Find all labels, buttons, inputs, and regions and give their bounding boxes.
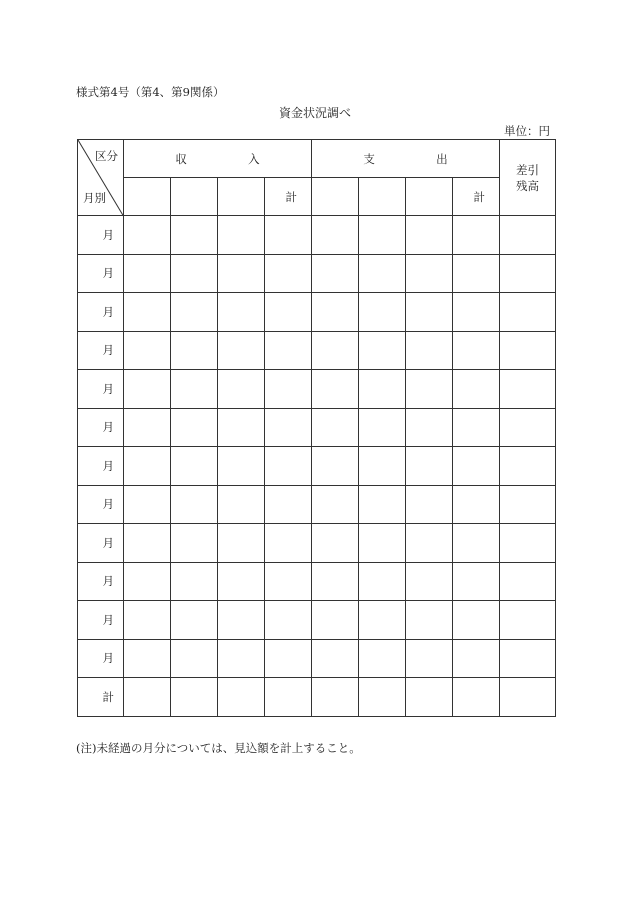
balance-label-line1: 差引 <box>516 162 539 177</box>
blank-entry-cell[interactable] <box>265 408 312 447</box>
blank-entry-cell[interactable] <box>124 524 171 563</box>
blank-entry-cell[interactable] <box>265 678 312 717</box>
blank-entry-cell[interactable] <box>265 562 312 601</box>
blank-entry-cell[interactable] <box>500 331 556 370</box>
blank-entry-cell[interactable] <box>359 331 406 370</box>
blank-entry-cell[interactable] <box>406 524 453 563</box>
blank-entry-cell[interactable] <box>171 293 218 332</box>
month-row <box>78 485 556 524</box>
blank-entry-cell[interactable] <box>359 293 406 332</box>
blank-entry-cell[interactable] <box>171 216 218 255</box>
blank-entry-cell[interactable] <box>500 408 556 447</box>
blank-entry-cell[interactable] <box>265 293 312 332</box>
blank-entry-cell[interactable] <box>500 562 556 601</box>
blank-entry-cell[interactable] <box>453 639 500 678</box>
blank-entry-cell[interactable] <box>265 216 312 255</box>
blank-entry-cell[interactable] <box>171 524 218 563</box>
expense-sub-2 <box>359 178 406 216</box>
row-label: 月 <box>78 447 124 486</box>
blank-entry-cell[interactable] <box>359 216 406 255</box>
blank-entry-cell[interactable] <box>312 331 359 370</box>
blank-entry-cell[interactable] <box>359 254 406 293</box>
blank-entry-cell[interactable] <box>265 524 312 563</box>
blank-entry-cell[interactable] <box>453 562 500 601</box>
blank-entry-cell[interactable] <box>312 216 359 255</box>
month-row <box>78 639 556 678</box>
blank-entry-cell[interactable] <box>218 331 265 370</box>
blank-entry-cell[interactable] <box>218 601 265 640</box>
blank-entry-cell[interactable] <box>171 678 218 717</box>
blank-entry-cell[interactable] <box>406 331 453 370</box>
blank-entry-cell[interactable] <box>124 447 171 486</box>
blank-entry-cell[interactable] <box>453 293 500 332</box>
blank-entry-cell[interactable] <box>218 293 265 332</box>
blank-entry-cell[interactable] <box>124 408 171 447</box>
blank-entry-cell[interactable] <box>218 254 265 293</box>
blank-entry-cell[interactable] <box>453 678 500 717</box>
blank-entry-cell[interactable] <box>359 524 406 563</box>
blank-entry-cell[interactable] <box>406 293 453 332</box>
document-title: 資金状況調べ <box>278 106 351 120</box>
blank-entry-cell[interactable] <box>124 254 171 293</box>
blank-entry-cell[interactable] <box>171 408 218 447</box>
blank-entry-cell[interactable] <box>359 408 406 447</box>
month-row <box>78 524 556 563</box>
income-sub-2 <box>171 178 218 216</box>
blank-entry-cell[interactable] <box>312 370 359 409</box>
blank-entry-cell[interactable] <box>124 331 171 370</box>
row-label: 月 <box>78 639 124 678</box>
expense-subtotal-header: 計 <box>453 178 500 216</box>
month-row <box>78 331 556 370</box>
income-label-right: 入 <box>248 151 260 166</box>
blank-entry-cell[interactable] <box>359 370 406 409</box>
balance-label-line2: 残高 <box>516 178 539 193</box>
blank-entry-cell[interactable] <box>312 254 359 293</box>
blank-entry-cell[interactable] <box>265 447 312 486</box>
expense-header <box>312 140 500 178</box>
blank-entry-cell[interactable] <box>124 293 171 332</box>
blank-entry-cell[interactable] <box>406 254 453 293</box>
blank-entry-cell[interactable] <box>406 485 453 524</box>
blank-entry-cell[interactable] <box>124 562 171 601</box>
blank-entry-cell[interactable] <box>359 601 406 640</box>
blank-entry-cell[interactable] <box>453 485 500 524</box>
expense-label-left: 支 <box>363 151 375 166</box>
blank-entry-cell[interactable] <box>218 370 265 409</box>
blank-entry-cell[interactable] <box>359 678 406 717</box>
blank-entry-cell[interactable] <box>406 639 453 678</box>
blank-entry-cell[interactable] <box>406 216 453 255</box>
blank-entry-cell[interactable] <box>265 601 312 640</box>
blank-entry-cell[interactable] <box>500 370 556 409</box>
blank-entry-cell[interactable] <box>500 254 556 293</box>
blank-entry-cell[interactable] <box>453 447 500 486</box>
row-label: 月 <box>78 601 124 640</box>
row-label: 月 <box>78 562 124 601</box>
blank-entry-cell[interactable] <box>453 408 500 447</box>
month-row <box>78 216 556 255</box>
blank-entry-cell[interactable] <box>359 447 406 486</box>
blank-entry-cell[interactable] <box>453 331 500 370</box>
month-header-label: 月別 <box>83 191 106 205</box>
blank-entry-cell[interactable] <box>453 370 500 409</box>
blank-entry-cell[interactable] <box>312 524 359 563</box>
blank-entry-cell[interactable] <box>406 447 453 486</box>
blank-entry-cell[interactable] <box>124 216 171 255</box>
row-label: 月 <box>78 254 124 293</box>
blank-entry-cell[interactable] <box>312 678 359 717</box>
header-row-1 <box>78 140 556 178</box>
blank-entry-cell[interactable] <box>500 678 556 717</box>
blank-entry-cell[interactable] <box>171 370 218 409</box>
row-label: 月 <box>78 370 124 409</box>
blank-entry-cell[interactable] <box>500 216 556 255</box>
expense-label-right: 出 <box>436 151 448 166</box>
month-row <box>78 293 556 332</box>
blank-entry-cell[interactable] <box>359 562 406 601</box>
blank-entry-cell[interactable] <box>312 562 359 601</box>
total-row <box>78 678 556 717</box>
blank-entry-cell[interactable] <box>124 601 171 640</box>
footnote: (注)未経過の月分については、見込額を計上すること。 <box>76 741 361 755</box>
row-label: 月 <box>78 408 124 447</box>
category-label: 区分 <box>95 149 118 163</box>
blank-entry-cell[interactable] <box>171 485 218 524</box>
blank-entry-cell[interactable] <box>265 331 312 370</box>
blank-entry-cell[interactable] <box>218 485 265 524</box>
blank-entry-cell[interactable] <box>265 254 312 293</box>
blank-entry-cell[interactable] <box>500 639 556 678</box>
blank-entry-cell[interactable] <box>359 639 406 678</box>
month-row <box>78 447 556 486</box>
blank-entry-cell[interactable] <box>218 408 265 447</box>
blank-entry-cell[interactable] <box>453 254 500 293</box>
blank-entry-cell[interactable] <box>453 524 500 563</box>
blank-entry-cell[interactable] <box>265 639 312 678</box>
blank-entry-cell[interactable] <box>124 678 171 717</box>
row-label: 月 <box>78 524 124 563</box>
table-body <box>78 216 556 717</box>
blank-entry-cell[interactable] <box>171 254 218 293</box>
month-row <box>78 562 556 601</box>
month-row <box>78 254 556 293</box>
blank-entry-cell[interactable] <box>406 562 453 601</box>
blank-entry-cell[interactable] <box>171 601 218 640</box>
blank-entry-cell[interactable] <box>171 639 218 678</box>
blank-entry-cell[interactable] <box>453 216 500 255</box>
month-row <box>78 370 556 409</box>
month-row <box>78 408 556 447</box>
blank-entry-cell[interactable] <box>500 293 556 332</box>
balance-header <box>500 140 556 216</box>
income-label-left: 収 <box>175 151 187 166</box>
blank-entry-cell[interactable] <box>218 678 265 717</box>
expense-sub-1 <box>312 178 359 216</box>
expense-sub-3 <box>406 178 453 216</box>
row-label: 月 <box>78 485 124 524</box>
income-sub-3 <box>218 178 265 216</box>
blank-entry-cell[interactable] <box>312 408 359 447</box>
row-label: 月 <box>78 331 124 370</box>
blank-entry-cell[interactable] <box>265 370 312 409</box>
blank-entry-cell[interactable] <box>218 639 265 678</box>
blank-entry-cell[interactable] <box>312 485 359 524</box>
month-row <box>78 601 556 640</box>
blank-entry-cell[interactable] <box>171 447 218 486</box>
blank-entry-cell[interactable] <box>265 485 312 524</box>
header-row-2 <box>78 178 556 216</box>
blank-entry-cell[interactable] <box>312 447 359 486</box>
blank-entry-cell[interactable] <box>406 408 453 447</box>
blank-entry-cell[interactable] <box>218 447 265 486</box>
blank-entry-cell[interactable] <box>500 524 556 563</box>
fund-status-table <box>77 139 556 717</box>
blank-entry-cell[interactable] <box>453 601 500 640</box>
income-subtotal-header: 計 <box>265 178 312 216</box>
row-label: 月 <box>78 293 124 332</box>
unit-label: 単位：円 <box>504 124 550 138</box>
row-label: 計 <box>78 678 124 717</box>
income-sub-1 <box>124 178 171 216</box>
blank-entry-cell[interactable] <box>406 678 453 717</box>
blank-entry-cell[interactable] <box>218 524 265 563</box>
blank-entry-cell[interactable] <box>218 562 265 601</box>
row-label: 月 <box>78 216 124 255</box>
blank-entry-cell[interactable] <box>218 216 265 255</box>
corner-header-cell <box>78 140 124 216</box>
blank-entry-cell[interactable] <box>312 639 359 678</box>
blank-entry-cell[interactable] <box>500 601 556 640</box>
blank-entry-cell[interactable] <box>312 601 359 640</box>
blank-entry-cell[interactable] <box>500 485 556 524</box>
blank-entry-cell[interactable] <box>406 370 453 409</box>
blank-entry-cell[interactable] <box>312 293 359 332</box>
blank-entry-cell[interactable] <box>359 485 406 524</box>
blank-entry-cell[interactable] <box>124 485 171 524</box>
blank-entry-cell[interactable] <box>124 639 171 678</box>
income-header <box>124 140 312 178</box>
blank-entry-cell[interactable] <box>406 601 453 640</box>
blank-entry-cell[interactable] <box>171 562 218 601</box>
form-number: 様式第4号（第4、第9関係） <box>76 85 225 99</box>
blank-entry-cell[interactable] <box>124 370 171 409</box>
blank-entry-cell[interactable] <box>500 447 556 486</box>
blank-entry-cell[interactable] <box>171 331 218 370</box>
